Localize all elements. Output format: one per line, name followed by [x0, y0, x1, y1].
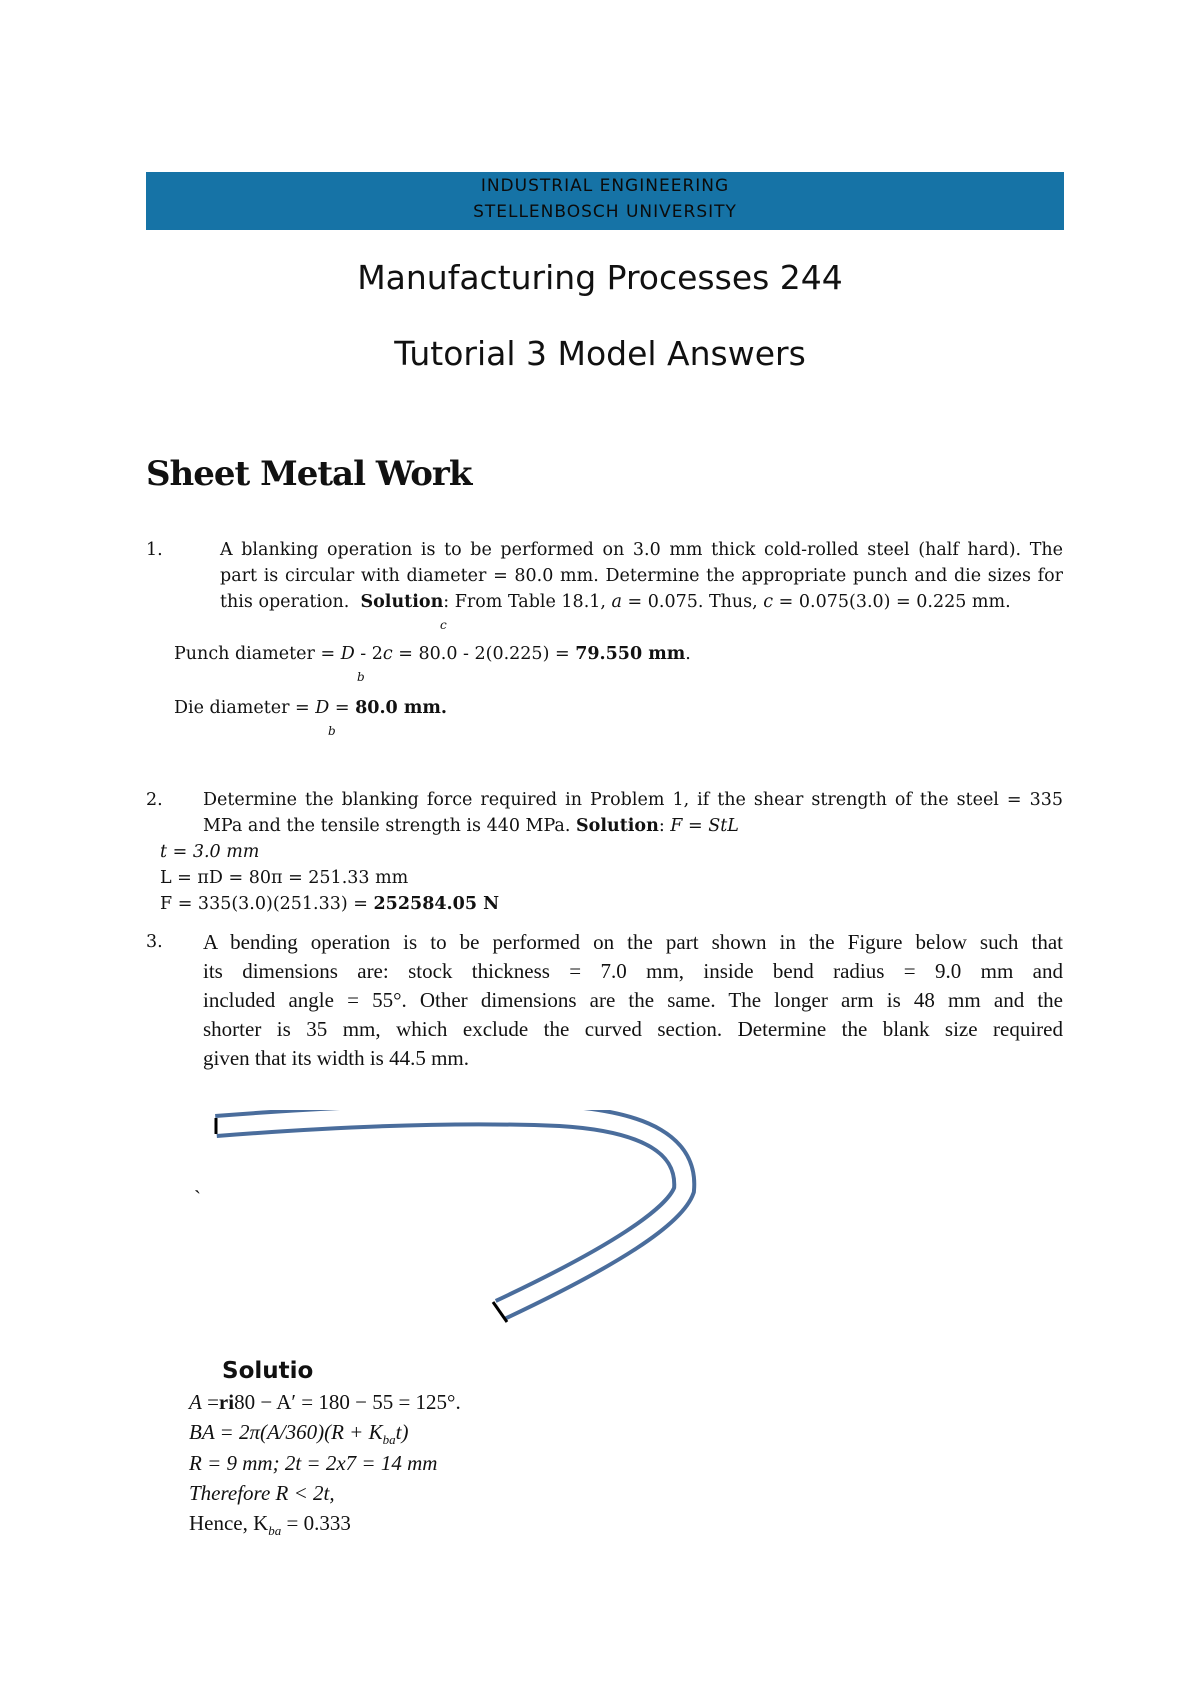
- eq2-main: BA = 2π(A/360)(R + K: [189, 1420, 383, 1444]
- question-2-number: 2.: [146, 790, 163, 810]
- punch-end: .: [685, 644, 691, 664]
- header-university: STELLENBOSCH UNIVERSITY: [473, 202, 737, 222]
- q1-subscript-c: c: [440, 618, 447, 632]
- question-2-line-2: [203, 816, 739, 836]
- eq4-text: Therefore R < 2t,: [189, 1481, 335, 1505]
- question-3-line-4: shorter is 35 mm, which exclude the curved section. Determine the blank size required: [203, 1017, 1063, 1041]
- eq3-text: R = 9 mm; 2t = 2x7 = 14 mm: [189, 1451, 438, 1475]
- punch-diameter-line: [174, 644, 691, 664]
- q2-line2-colon: :: [658, 816, 671, 836]
- course-title: Manufacturing Processes 244: [357, 258, 843, 297]
- solution-eq-5: [189, 1511, 351, 1539]
- solution-eq-2: [189, 1420, 408, 1448]
- header-department: INDUSTRIAL ENGINEERING: [480, 176, 730, 196]
- part-outline-inner: [216, 1114, 684, 1310]
- eq1-r: ri: [218, 1390, 235, 1414]
- punch-subscript-b: b: [357, 670, 365, 684]
- punch-pre: Punch diameter =: [174, 644, 341, 664]
- force-pre: F = 335(3.0)(251.33) =: [160, 894, 374, 914]
- bent-part-figure: [200, 1110, 720, 1340]
- die-subscript-b: b: [328, 724, 336, 738]
- q1-solution-label: Solution: [360, 592, 444, 612]
- question-1-line-1: A blanking operation is to be performed on 3.0 mm thick cold-rolled steel (half hard). The: [220, 540, 1063, 560]
- thickness-line: [160, 842, 259, 862]
- punch-c: c: [382, 644, 393, 664]
- header-banner: [146, 172, 1064, 230]
- question-1-line-2: part is circular with diameter = 80.0 mm. Determine the appropriate punch and die sizes for: [220, 566, 1063, 586]
- eq2-sub: ba: [382, 1432, 396, 1448]
- punch-D: D: [340, 644, 355, 664]
- question-2-line-1: Determine the blanking force required in Problem 1, if the shear strength of the steel = 335: [203, 790, 1063, 810]
- solution-eq-1: [189, 1390, 461, 1415]
- question-3-number: 3.: [146, 932, 163, 952]
- thickness-value: t = 3.0 mm: [160, 842, 260, 862]
- figure-tick-mark: `: [194, 1186, 201, 1210]
- punch-mid: - 2: [354, 644, 383, 664]
- punch-eq: = 80.0 - 2(0.225) =: [392, 644, 576, 664]
- q2-formula: F = StL: [670, 816, 739, 836]
- question-3-line-2: its dimensions are: stock thickness = 7.0 mm, inside bend radius = 9.0 mm and: [203, 959, 1063, 983]
- eq2-end: t): [395, 1420, 409, 1444]
- eq1-rest: 80 − A′ = 180 − 55 = 125°.: [234, 1390, 461, 1414]
- solution-eq-3: [189, 1451, 437, 1476]
- part-outline-outer: [216, 1114, 684, 1310]
- eq5-post: = 0.333: [281, 1511, 351, 1535]
- section-heading: Sheet Metal Work: [146, 454, 472, 494]
- eq1-mid: =: [201, 1390, 219, 1414]
- die-diameter-line: [174, 698, 447, 718]
- q1-line3-eq1: = 0.075. Thus,: [621, 592, 764, 612]
- force-answer: 252584.05 N: [373, 894, 500, 914]
- q1-alpha: a: [611, 592, 622, 612]
- die-eq: =: [329, 698, 356, 718]
- solution-eq-4: [189, 1481, 335, 1506]
- q1-line3-eq2: = 0.075(3.0) = 0.225 mm.: [773, 592, 1011, 612]
- die-D: D: [315, 698, 330, 718]
- question-3-line-5: given that its width is 44.5 mm.: [203, 1046, 469, 1070]
- punch-answer: 79.550 mm: [575, 644, 686, 664]
- eq1-A: A: [189, 1390, 202, 1414]
- die-answer: 80.0 mm.: [355, 698, 447, 718]
- question-1-line-3: [220, 592, 1011, 612]
- solution-heading: Solutio: [222, 1358, 314, 1384]
- document-subtitle: Tutorial 3 Model Answers: [394, 334, 806, 373]
- eq5-sub: ba: [268, 1523, 282, 1539]
- q1-line3-pre: this operation.: [220, 592, 350, 612]
- q2-solution-label: Solution: [576, 816, 659, 836]
- question-3-line-3: included angle = 55°. Other dimensions are the same. The longer arm is 48 mm and the: [203, 988, 1063, 1012]
- eq5-pre: Hence, K: [189, 1511, 269, 1535]
- q1-c: c: [763, 592, 774, 612]
- length-line: L = πD = 80π = 251.33 mm: [160, 868, 409, 888]
- q2-line2-pre: MPa and the tensile strength is 440 MPa.: [203, 816, 571, 836]
- question-3-line-1: A bending operation is to be performed on the part shown in the Figure below such that: [203, 930, 1063, 954]
- question-1-number: 1.: [146, 540, 163, 560]
- die-pre: Die diameter =: [174, 698, 316, 718]
- q1-line3-post: : From Table 18.1,: [443, 592, 612, 612]
- force-line: [160, 894, 499, 914]
